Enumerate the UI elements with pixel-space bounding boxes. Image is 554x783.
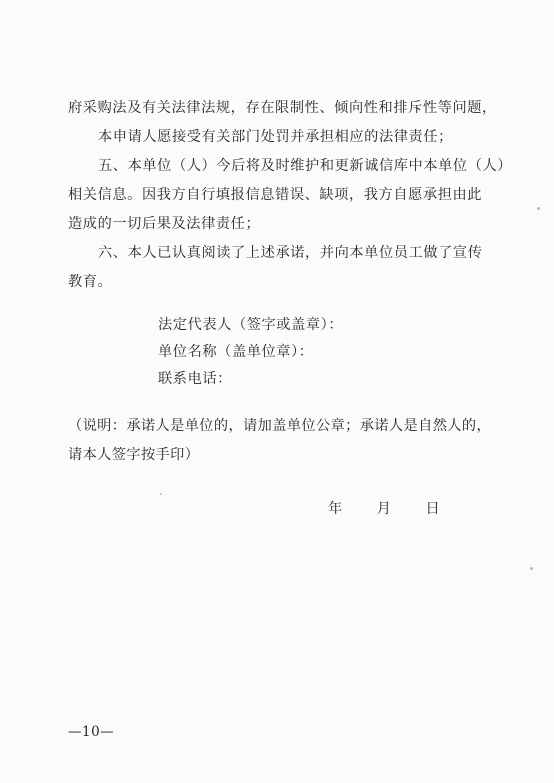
date-day: 日 xyxy=(425,501,440,517)
paragraph-continued xyxy=(68,94,498,152)
date-month: 月 xyxy=(376,501,391,517)
phone-label: 联系电话： xyxy=(158,371,232,387)
note-block xyxy=(68,412,491,470)
note-line-1: （说明：承诺人是单位的，请加盖单位公章；承诺人是自然人的， xyxy=(68,418,492,434)
page-number: —10— xyxy=(68,724,115,740)
body-line-5: 造成的一切后果及法律责任； xyxy=(68,216,261,232)
note-line-2: 请本人签字按手印） xyxy=(68,447,200,463)
date-line xyxy=(328,498,440,518)
date-year: 年 xyxy=(328,501,343,517)
scan-speck xyxy=(537,207,540,210)
paragraph-item-six xyxy=(68,239,498,297)
body-line-4: 相关信息。因我方自行填报信息错误、缺项，我方自愿承担由此 xyxy=(68,187,483,203)
body-line-7: 教育。 xyxy=(68,274,113,290)
body-line-3: 五、本单位（人）今后将及时维护和更新诚信库中本单位（人） xyxy=(98,158,513,174)
body-line-6: 六、本人已认真阅读了上述承诺，并向本单位员工做了宣传 xyxy=(98,245,483,261)
body-line-1: 府采购法及有关法律法规，存在限制性、倾向性和排斥性等问题， xyxy=(68,100,497,116)
scan-speck xyxy=(530,567,533,570)
legal-representative-label: 法定代表人（签字或盖章）： xyxy=(158,317,344,333)
body-line-2: 本申请人愿接受有关部门处罚并承担相应的法律责任； xyxy=(98,129,453,145)
scan-speck xyxy=(160,493,162,495)
paragraph-item-five xyxy=(68,152,513,239)
unit-name-label: 单位名称（盖单位章）： xyxy=(158,344,314,360)
